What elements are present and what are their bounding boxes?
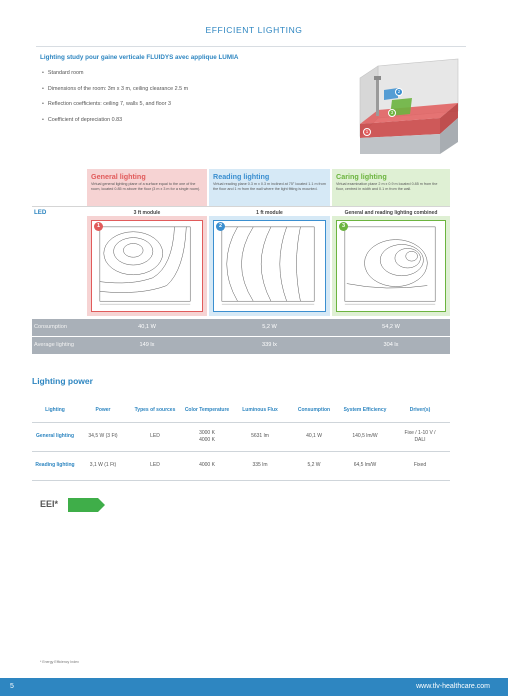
caring-lighting-header: [332, 169, 450, 206]
lighting-power-table: [32, 398, 450, 481]
table-cell: 5,2 W: [288, 451, 340, 480]
footer-bar: [0, 678, 508, 696]
general-lighting-header: [87, 169, 207, 206]
spec-item: • Dimensions of the room: 3m x 3 m, ceiling clearance 2.5 m: [42, 86, 188, 102]
lighting-study-band: [32, 169, 450, 376]
page-title: EFFICIENT LIGHTING: [205, 25, 303, 35]
reading-lighting-header: [209, 169, 330, 206]
table-cell: 64,5 lm/W: [340, 451, 390, 480]
average-lighting-row: [32, 337, 450, 354]
consumption-value: 5,2 W: [262, 324, 277, 330]
module-label: 1 ft module: [256, 210, 283, 216]
led-row: [32, 206, 450, 216]
average-lighting-value: 149 lx: [139, 342, 155, 348]
page-number: 5: [10, 683, 14, 690]
table-cell: 40,1 W: [288, 422, 340, 451]
general-lighting-desc: Virtual general lighting plane of a surface equal to the one of the room, located 0.85 m above the floor (3 m x 3 m for a single room).: [91, 182, 201, 191]
title-divider: [36, 46, 466, 47]
column-header: System Efficiency: [340, 398, 390, 422]
energy-class: A+: [104, 499, 116, 509]
module-label: 3 ft module: [133, 210, 161, 216]
column-header: Consumption: [288, 398, 340, 422]
table-cell: LED: [128, 422, 182, 451]
caring-lighting-desc: Virtual examination plane 2 m x 0.9 m located 0.85 m from the floor, centred in width and 0.1 m from the wall.: [336, 182, 438, 191]
lighting-power-title: Lighting power: [32, 376, 93, 386]
table-cell: Reading lighting: [32, 451, 78, 480]
led-label: LED: [34, 209, 47, 216]
table-cell: 140,5 lm/W: [340, 422, 390, 451]
plot-number-badge: 3: [339, 222, 348, 231]
plot-number-badge: 1: [94, 222, 103, 231]
consumption-value: 54,2 W: [382, 324, 400, 330]
table-cell: 34,5 W (3 Ft): [78, 422, 128, 451]
general-lighting-title: General lighting: [91, 172, 146, 181]
spec-item: • Coefficient of depreciation 0.83: [42, 117, 188, 133]
caring-lighting-title: Caring lighting: [336, 172, 387, 181]
table-cell: General lighting: [32, 422, 78, 451]
spec-item: • Reflection coefficients: ceiling 7, walls 5, and floor 3: [42, 101, 188, 117]
spec-item: • Standard room: [42, 70, 188, 86]
column-header: Lighting: [32, 398, 78, 422]
room-marker-3: 3: [388, 109, 396, 117]
average-lighting-label: Average lighting: [34, 342, 75, 348]
average-lighting-value: 304 lx: [383, 342, 399, 348]
reading-lighting-desc: Virtual reading plane 0.3 m x 0.3 m inclined at 75° located 1.1 m from the floor and 1 m from the wall where the light fitting is mounted.: [213, 182, 326, 191]
study-title: Lighting study pour gaine verticale FLUIDYS avec applique LUMIA: [40, 54, 239, 61]
energy-class-arrow-icon: [68, 498, 116, 512]
column-header: Driver(s): [390, 398, 450, 422]
column-header: Types of sources: [128, 398, 182, 422]
isolux-plot-reading: [213, 220, 326, 312]
table-cell: Fixed: [390, 451, 450, 480]
isolux-plot-caring: [336, 220, 446, 312]
column-header: Color Temperature: [182, 398, 232, 422]
column-header: Luminous Flux: [232, 398, 288, 422]
room-marker-2: 2: [395, 88, 403, 96]
average-lighting-value: 339 lx: [262, 342, 277, 348]
consumption-value: 40,1 W: [138, 324, 156, 330]
table-header-row: [32, 398, 450, 422]
study-specs-list: [42, 70, 188, 132]
reading-lighting-title: Reading lighting: [213, 172, 270, 181]
table-row: [32, 422, 450, 451]
column-header: Power: [78, 398, 128, 422]
table-cell: 335 lm: [232, 451, 288, 480]
room-illustration: [340, 56, 470, 156]
table-cell: Fixe / 1-10 V / DALI: [390, 422, 450, 451]
room-marker-1: 1: [363, 128, 371, 136]
consumption-label: Consumption: [34, 324, 67, 330]
table-cell: LED: [128, 451, 182, 480]
consumption-row: [32, 319, 450, 336]
eei-label: EEI*: [40, 499, 59, 509]
footnote: * Energy Efficiency Index: [40, 660, 79, 664]
table-cell: 3000 K 4000 K: [182, 422, 232, 451]
table-cell: 5631 lm: [232, 422, 288, 451]
module-label: General and reading lighting combined: [344, 210, 438, 216]
table-cell: 3,1 W (1 Ft): [78, 451, 128, 480]
website-link[interactable]: www.tlv-healthcare.com: [416, 683, 490, 690]
table-cell: 4000 K: [182, 451, 232, 480]
plot-number-badge: 2: [216, 222, 225, 231]
isolux-plot-general: [91, 220, 203, 312]
table-row: [32, 451, 450, 480]
